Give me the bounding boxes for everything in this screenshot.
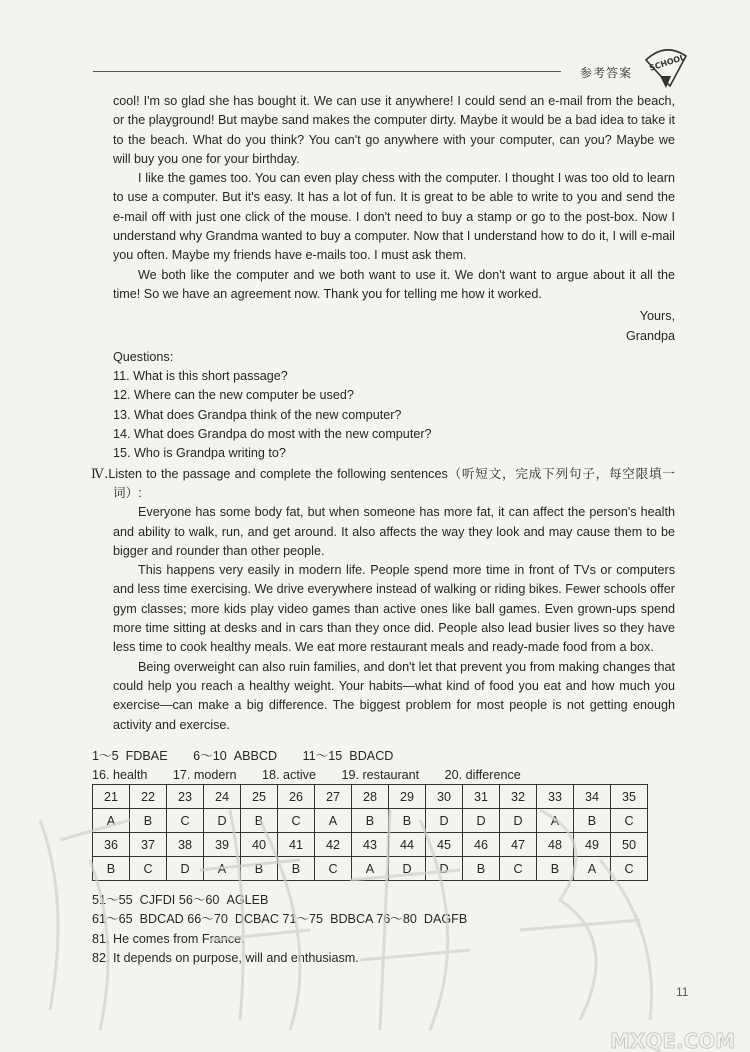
grid-answer: B bbox=[241, 809, 278, 833]
answer-range: 11～15 bbox=[302, 749, 343, 763]
answer-range: 71～75 bbox=[282, 912, 324, 927]
grid-question-number: 21 bbox=[93, 785, 130, 809]
grid-question-number: 36 bbox=[93, 833, 130, 857]
grid-answer: A bbox=[93, 809, 130, 833]
grid-question-number: 24 bbox=[204, 785, 241, 809]
grid-question-number: 44 bbox=[389, 833, 426, 857]
question-15: 15. Who is Grandpa writing to? bbox=[113, 446, 286, 461]
grid-answer: B bbox=[93, 857, 130, 881]
answer-81: 81. He comes from France. bbox=[92, 931, 245, 946]
watermark-text: MXQE.COM bbox=[610, 1029, 736, 1052]
answer-letters: DAGFB bbox=[423, 912, 468, 927]
grid-question-number: 46 bbox=[463, 833, 500, 857]
passage-paragraph-1: Everyone has some body fat, but when someone has more fat, it can affect the person's health and ability to walk, run, and get around. It also affects the way they look and may cause them to be bigger and rounder than other people. bbox=[113, 505, 675, 558]
answer-letters: AGLEB bbox=[226, 893, 269, 907]
question-12: 12. Where can the new computer be used? bbox=[113, 388, 354, 403]
grid-question-number: 45 bbox=[426, 833, 463, 857]
answer-range: 6～10 bbox=[193, 749, 227, 763]
grid-question-number: 41 bbox=[278, 833, 315, 857]
answer-range: 76～80 bbox=[376, 912, 417, 927]
grid-answer: B bbox=[389, 809, 426, 833]
answer-grid-row bbox=[93, 785, 648, 809]
grid-question-number: 42 bbox=[315, 833, 352, 857]
answer-letters: BDCAD bbox=[139, 912, 184, 927]
school-logo bbox=[640, 46, 690, 90]
grid-answer: A bbox=[352, 857, 389, 881]
grid-answer: B bbox=[278, 857, 315, 881]
answers-row-2 bbox=[92, 766, 682, 785]
question-11: 11. What is this short passage? bbox=[113, 369, 288, 384]
answer-range: 56～60 bbox=[178, 893, 220, 907]
question-13: 13. What does Grandpa think of the new computer? bbox=[113, 407, 402, 422]
grid-answer: A bbox=[537, 809, 574, 833]
grid-answer: B bbox=[574, 809, 611, 833]
grid-question-number: 23 bbox=[167, 785, 204, 809]
passage-paragraph-3: Being overweight can also ruin families, and don't let that prevent you from making changes that could help you reach a healthy weight. Your habits—what kind of food you eat and how much you exercise—can make a big difference. The biggest problem for most people is not getting enough activity and exercise. bbox=[113, 659, 675, 732]
answer-letters: BDBCA bbox=[330, 912, 373, 927]
answer-grid-row bbox=[93, 833, 648, 857]
grid-answer: B bbox=[537, 857, 574, 881]
grid-question-number: 32 bbox=[500, 785, 537, 809]
answer-word: 19. restaurant bbox=[341, 768, 420, 782]
grid-question-number: 25 bbox=[241, 785, 278, 809]
grid-answer: D bbox=[426, 809, 463, 833]
answer-word: 20. difference bbox=[444, 768, 521, 782]
grid-answer: C bbox=[278, 809, 315, 833]
answer-word: 18. active bbox=[262, 768, 316, 782]
grid-question-number: 49 bbox=[574, 833, 611, 857]
answer-grid bbox=[92, 784, 648, 881]
passage-paragraph-2: This happens very easily in modern life. People spend more time in front of TVs or computers and less time exercising. We drive everywhere instead of walking or riding bikes. Fewer schools offer gym classes; more kids play video games than active ones like ball games. Even grown-ups spend more time sitting at desks and in cars than they once did. People also lead busier lives so they have less time to cook healthy meals. We eat more restaurant meals and ready-made food from a box. bbox=[113, 563, 675, 655]
answer-range: 61～65 bbox=[92, 912, 133, 927]
answers-lower bbox=[92, 891, 682, 968]
answer-word: 17. modern bbox=[172, 768, 237, 782]
grid-answer: C bbox=[167, 809, 204, 833]
grid-answer: B bbox=[241, 857, 278, 881]
grid-question-number: 26 bbox=[278, 785, 315, 809]
answer-range: 1～5 bbox=[92, 749, 119, 763]
answer-word: 16. health bbox=[92, 768, 148, 782]
answer-82: 82. It depends on purpose, will and enthusiasm. bbox=[92, 950, 359, 965]
answer-letters: BDACD bbox=[349, 749, 394, 763]
question-14: 14. What does Grandpa do most with the new computer? bbox=[113, 427, 432, 442]
grid-question-number: 50 bbox=[611, 833, 648, 857]
answer-letters: FDBAE bbox=[125, 749, 168, 763]
grid-question-number: 29 bbox=[389, 785, 426, 809]
answer-grid-row bbox=[93, 857, 648, 881]
answer-range: 51～55 bbox=[92, 893, 133, 907]
letter-signature: Grandpa bbox=[625, 328, 675, 343]
answer-letters: DCBAC bbox=[234, 912, 279, 927]
page-number: 11 bbox=[676, 985, 689, 999]
grid-answer: B bbox=[130, 809, 167, 833]
grid-answer: B bbox=[352, 809, 389, 833]
grid-answer: C bbox=[611, 857, 648, 881]
answers-block bbox=[92, 747, 682, 785]
grid-question-number: 39 bbox=[204, 833, 241, 857]
header-label: 参考答案 bbox=[580, 66, 633, 80]
grid-question-number: 22 bbox=[130, 785, 167, 809]
grid-answer: D bbox=[389, 857, 426, 881]
letter-paragraph-3: We both like the computer and we both want to use it. We don't want to argue about it all the time! So we have an agreement now. Thank you for telling me how it worked. bbox=[113, 267, 675, 301]
answer-letters: CJFDI bbox=[139, 893, 176, 907]
grid-answer: C bbox=[315, 857, 352, 881]
grid-question-number: 43 bbox=[352, 833, 389, 857]
grid-answer: C bbox=[500, 857, 537, 881]
grid-answer: A bbox=[574, 857, 611, 881]
answers-row-4 bbox=[92, 910, 682, 929]
grid-question-number: 38 bbox=[167, 833, 204, 857]
grid-question-number: 34 bbox=[574, 785, 611, 809]
grid-answer: A bbox=[315, 809, 352, 833]
grid-answer: D bbox=[167, 857, 204, 881]
grid-answer: C bbox=[130, 857, 167, 881]
header-rule bbox=[93, 71, 561, 72]
grid-question-number: 47 bbox=[500, 833, 537, 857]
grid-answer: D bbox=[463, 809, 500, 833]
section-4-instruction bbox=[91, 464, 675, 504]
letter-paragraph-1: cool! I'm so glad she has bought it. We can use it anywhere! I could send an e-mail from the beach, or the playground! But maybe sand makes the computer dirty. Maybe it would be a bad idea to take it to the beach. What do you think? You can't go anywhere with your computer, can you? Maybe we will buy you one for your birthday. bbox=[113, 94, 675, 166]
answer-range: 66～70 bbox=[187, 912, 228, 927]
grid-answer: D bbox=[204, 809, 241, 833]
grid-answer: D bbox=[500, 809, 537, 833]
grid-question-number: 27 bbox=[315, 785, 352, 809]
questions-heading: Questions: bbox=[113, 349, 174, 364]
answer-letters: ABBCD bbox=[233, 749, 278, 763]
grid-question-number: 35 bbox=[611, 785, 648, 809]
answer-grid-row bbox=[93, 809, 648, 833]
section-4-instruction-text: Listen to the passage and complete the following sentences（听短文，完成下列句子，每空限填一词）: bbox=[108, 466, 675, 500]
grid-answer: B bbox=[463, 857, 500, 881]
grid-answer: D bbox=[426, 857, 463, 881]
grid-question-number: 30 bbox=[426, 785, 463, 809]
logo-text: SCHOOL bbox=[648, 52, 687, 73]
grid-question-number: 31 bbox=[463, 785, 500, 809]
grid-question-number: 28 bbox=[352, 785, 389, 809]
grid-answer: C bbox=[611, 809, 648, 833]
grid-question-number: 33 bbox=[537, 785, 574, 809]
answers-row-3 bbox=[92, 891, 682, 910]
grid-question-number: 48 bbox=[537, 833, 574, 857]
grid-answer: A bbox=[204, 857, 241, 881]
grid-question-number: 37 bbox=[130, 833, 167, 857]
section-4-numeral: Ⅳ. bbox=[91, 465, 109, 481]
page-content bbox=[91, 92, 675, 735]
letter-closing: Yours, bbox=[639, 309, 675, 324]
answers-row-1 bbox=[92, 747, 682, 766]
grid-question-number: 40 bbox=[241, 833, 278, 857]
letter-paragraph-2: I like the games too. You can even play chess with the computer. I thought I was too old to learn to use a computer. But it's easy. It has a lot of fun. It is great to be able to write to you and send the e-mail off with just one click of the mouse. I don't need to buy a stamp or go to the post-box. Now I understand why Grandma wanted to buy a computer. Now that I understand how to do it, I will e-mail you often. Maybe my friends have e-mails too. I must ask them. bbox=[113, 171, 675, 263]
